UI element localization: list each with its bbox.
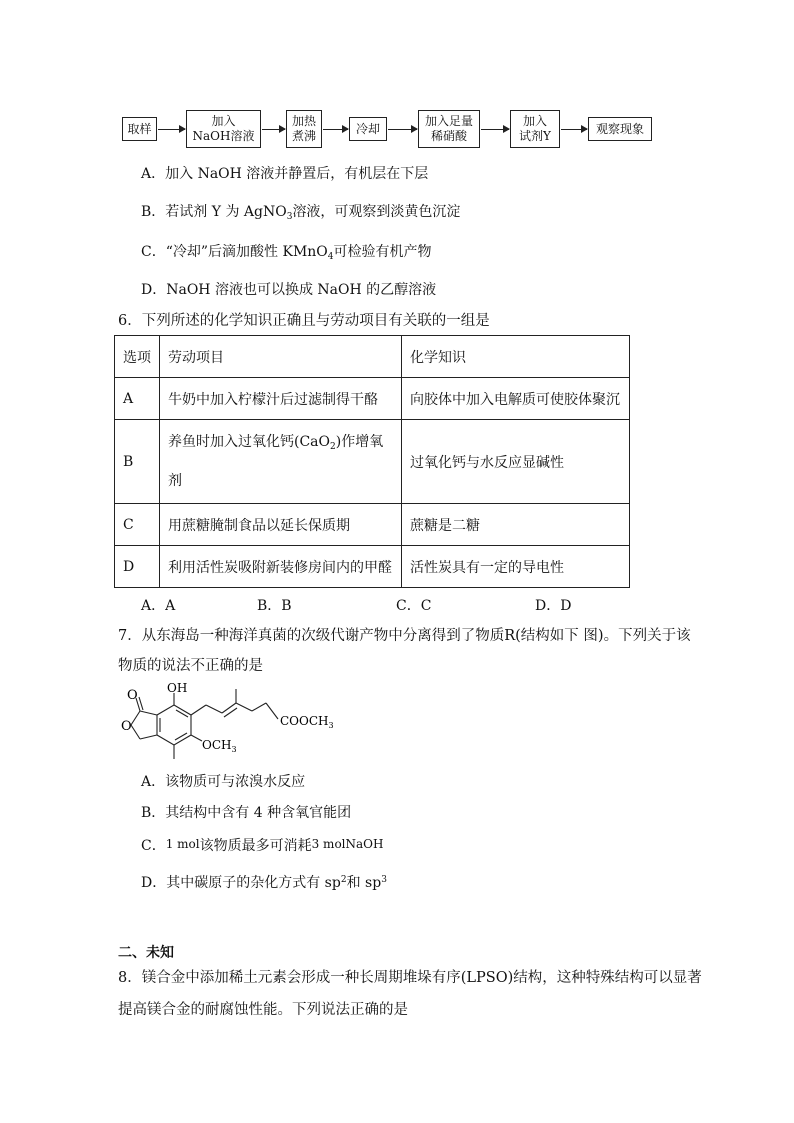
flow-step-heat-boil: 加热 煮沸 (286, 110, 322, 148)
cell-text: )作增氧 (335, 434, 384, 450)
flow-arrow (262, 129, 285, 130)
table-cell-option: B (115, 420, 160, 504)
q7-stem-line1: 7．从东海岛一种海洋真菌的次级代谢产物中分离得到了物质R(结构如下 图)。下列关于该 (118, 628, 691, 644)
q6-table (114, 335, 630, 588)
option-text: 该物质可与浓溴水反应 (165, 774, 306, 790)
q5-option-c (141, 242, 432, 267)
option-text: 3 molNaOH (311, 837, 384, 851)
q7-stem-line2: 物质的说法不正确的是 (118, 658, 263, 674)
flow-arrow (323, 129, 348, 130)
table-row (115, 378, 630, 420)
table-header-cell: 劳动项目 (160, 336, 402, 378)
table-row (115, 546, 630, 588)
q7-option-a (141, 772, 305, 792)
option-text: NaOH 溶液也可以换成 NaOH 的乙醇溶液 (166, 282, 437, 298)
option-text: 加入 NaOH 溶液并静置后，有机层在下层 (165, 166, 429, 182)
option-text: 若试剂 Y 为 AgNO (165, 204, 287, 220)
flow-step-add-naoh: 加入 NaOH溶液 (186, 110, 261, 148)
table-row (115, 420, 630, 504)
option-label: B． (141, 805, 166, 821)
flow-arrow (561, 129, 587, 130)
table-cell-chem: 蔗糖是二糖 (402, 504, 630, 546)
q8-stem-line2: 提高镁合金的耐腐蚀性能。下列说法正确的是 (118, 1002, 408, 1018)
table-cell-chem: 过氧化钙与水反应显碱性 (402, 420, 630, 504)
option-text: 可检验有机产物 (333, 244, 432, 260)
q6-stem: 6．下列所述的化学知识正确且与劳动项目有关联的一组是 (118, 313, 490, 329)
flow-arrow (158, 129, 185, 130)
section-heading: 二、未知 (118, 945, 174, 961)
flow-step-cool: 冷却 (349, 117, 387, 141)
table-cell-labor: 利用活性炭吸附新装修房间内的甲醛 (160, 546, 402, 588)
q6-answer-c: C．C (396, 598, 432, 614)
subscript: 2 (330, 442, 336, 452)
table-cell-chem: 向胶体中加入电解质可使胶体聚沉 (402, 378, 630, 420)
table-cell-labor: 用蔗糖腌制食品以延长保质期 (160, 504, 402, 546)
option-text: “冷却”后滴加酸性 KMnO (165, 244, 328, 260)
option-text: 1 mol (165, 837, 200, 851)
q5-option-b (141, 202, 460, 227)
table-header-cell: 选项 (115, 336, 160, 378)
flow-arrow (481, 129, 509, 130)
table-cell-labor: 牛奶中加入柠檬汁后过滤制得干酪 (160, 378, 402, 420)
option-label: A． (141, 166, 166, 182)
q6-answer-d: D．D (535, 598, 572, 614)
q5-option-a (141, 164, 428, 184)
table-cell-labor (160, 420, 402, 504)
option-label: D． (141, 282, 167, 298)
table-header-cell: 化学知识 (402, 336, 630, 378)
q7-option-c (141, 834, 383, 856)
table-cell-option: C (115, 504, 160, 546)
cell-text: 养鱼时加入过氧化钙 (168, 434, 294, 450)
table-header-row (115, 336, 630, 378)
ring-oxygen-label: O (127, 688, 138, 703)
q6-answer-a: A．A (141, 598, 176, 614)
subscript: 4 (327, 252, 334, 262)
option-label: C． (141, 838, 166, 854)
superscript: 3 (381, 875, 387, 885)
flow-step-observe: 观察现象 (588, 117, 652, 141)
option-label: B． (141, 204, 166, 220)
table-cell-option: A (115, 378, 160, 420)
q7-option-b (141, 803, 351, 823)
ester-label: $COOCH_3$ (280, 714, 334, 730)
subscript: 3 (286, 212, 293, 222)
option-label: C． (141, 244, 166, 260)
table-cell-chem: 活性炭具有一定的导电性 (402, 546, 630, 588)
flow-arrow (388, 129, 417, 130)
q5-option-d (141, 280, 436, 300)
q7-option-d (141, 870, 387, 893)
methoxy-label: $OCH_3$ (202, 738, 237, 754)
q7-structure-diagram (118, 683, 358, 773)
option-label: D． (141, 875, 167, 891)
table-row (115, 504, 630, 546)
option-text: 其中碳原子的杂化方式有 sp (166, 875, 341, 891)
table-cell-option: D (115, 546, 160, 588)
q6-answer-b: B．B (257, 598, 292, 614)
option-text: 和 sp (346, 875, 382, 891)
option-label: A． (141, 774, 166, 790)
superscript: 2 (340, 875, 347, 885)
q8-stem-line1: 8．镁合金中添加稀土元素会形成一种长周期堆垛有序(LPSO)结构，这种特殊结构可以显著 (118, 970, 702, 986)
option-text: 溶液，可观察到淡黄色沉淀 (292, 204, 461, 220)
hydroxyl-label: OH (167, 683, 188, 695)
option-text: 该物质最多可消耗 (199, 838, 312, 854)
formula: (CaO (294, 434, 330, 450)
flow-step-add-reagent-y: 加入 试剂Y (510, 110, 560, 148)
cell-text: 剂 (168, 473, 182, 489)
option-text: 其结构中含有 4 种含氧官能团 (165, 805, 352, 821)
flow-step-add-nitric-acid: 加入足量 稀硝酸 (418, 110, 480, 148)
ring-oxygen-label: O (121, 719, 132, 734)
flow-step-sample: 取样 (122, 117, 157, 141)
